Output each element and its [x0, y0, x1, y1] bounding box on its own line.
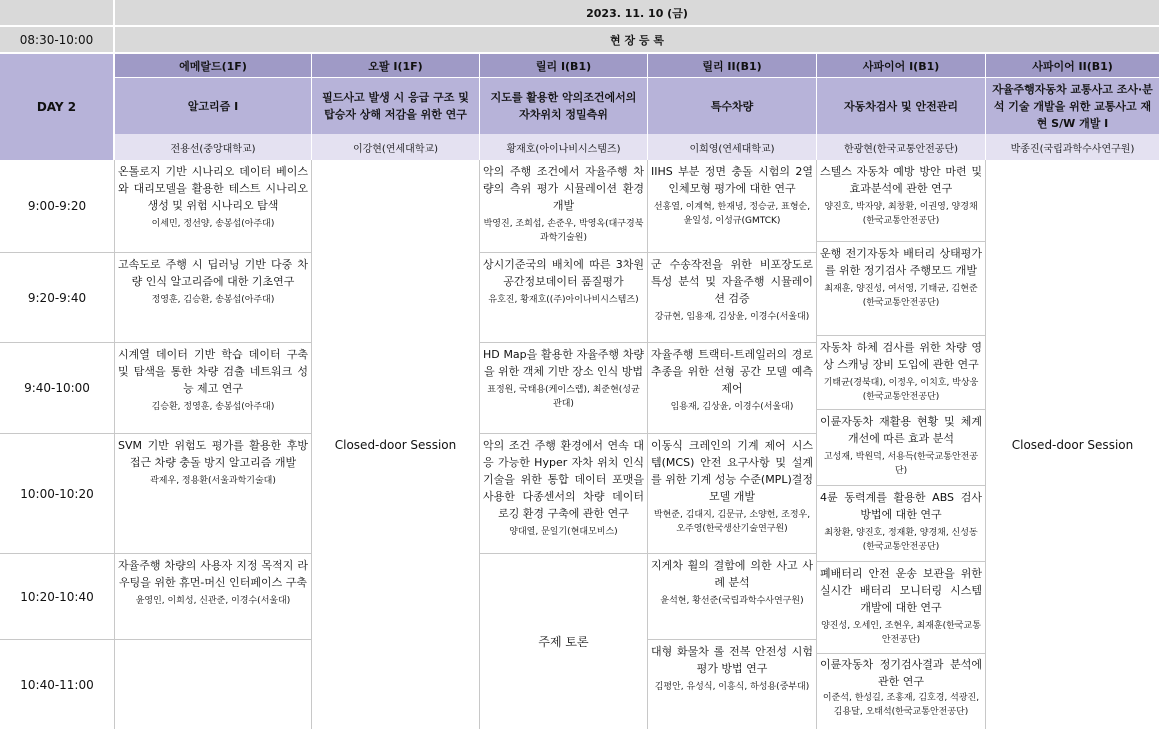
- paper-authors: 최창환, 양진호, 정재환, 양경채, 신성동(한국교통안전공단): [824, 528, 978, 552]
- paper-authors: 기태균(경북대), 이정우, 이치호, 박상웅(한국교통안전공단): [823, 378, 979, 402]
- paper-card: [648, 343, 817, 434]
- paper-title: 고속도로 주행 시 딥러닝 기반 다중 차량 인식 알고리즘에 대한 기초연구: [118, 258, 308, 288]
- session-chair-emerald: 전용선(중앙대학교): [115, 134, 312, 160]
- session-chair-lily-1: 황재호(아이나비시스템즈): [480, 134, 648, 160]
- paper-card: [817, 562, 986, 654]
- paper-authors: 고성재, 박원덕, 서용득(한국교통안전공단): [823, 452, 979, 476]
- room-lily-2: 릴리 II(B1): [648, 54, 817, 78]
- day-label: DAY 2: [0, 54, 115, 160]
- paper-card: [817, 486, 986, 562]
- time-slot: 9:00-9:20: [0, 160, 115, 253]
- paper-authors: 표정원, 국태용(케이스랩), 최준현(성균관대): [487, 385, 640, 409]
- closed-session-sapphire-2: Closed-door Session: [1011, 437, 1134, 452]
- paper-title: 상시기준국의 배치에 따른 3차원 공간정보데이터 품질평가: [483, 258, 644, 288]
- paper-title: 시계열 데이터 기반 학습 데이터 구축 및 탐색을 통한 차량 검출 네트워크 성능 제고 연구: [118, 348, 308, 395]
- empty-cell: [115, 640, 312, 729]
- paper-title: 이륜자동차 정기검사결과 분석에 관한 연구: [820, 658, 982, 688]
- closed-session-opal-1: Closed-door Session: [312, 160, 480, 729]
- session-chair-opal-1: 이강현(연세대학교): [312, 134, 480, 160]
- paper-title: 이륜자동차 재활용 현황 및 체계 개선에 따른 효과 분석: [820, 415, 982, 445]
- paper-title: 스텔스 자동차 예방 방안 마련 및 효과분석에 관한 연구: [820, 165, 982, 195]
- paper-authors: 선홍열, 이계혁, 한재녕, 정승균, 표형순, 윤일성, 이성규(GMTCK): [653, 202, 811, 226]
- paper-title: 자율주행 트랙터-트레일러의 경로 추종을 위한 선형 공간 모델 예측 제어: [651, 348, 813, 395]
- paper-card: [817, 654, 986, 729]
- paper-authors: 박영진, 조희섭, 손준우, 박영옥(대구경북과학기술원): [483, 219, 644, 243]
- paper-card: [648, 160, 817, 253]
- date-corner: [0, 0, 115, 27]
- date-header: 2023. 11. 10 (금): [115, 0, 1159, 27]
- paper-card: [817, 160, 986, 242]
- room-emerald: 에메랄드(1F): [115, 54, 312, 78]
- paper-title: 4륜 동력계를 활용한 ABS 검사 방법에 대한 연구: [820, 491, 982, 521]
- paper-card: [480, 343, 648, 434]
- paper-authors: 강규현, 임용재, 김상윤, 이경수(서울대): [654, 312, 810, 322]
- paper-title: 악의 주행 조건에서 자율주행 차량의 측위 평가 시뮬레이션 환경 개발: [483, 165, 644, 212]
- time-slot: 10:40-11:00: [0, 640, 115, 729]
- session-title-sapphire-1: 자동차검사 및 안전관리: [817, 78, 986, 134]
- paper-card: [115, 554, 312, 640]
- registration-time: 08:30-10:00: [0, 27, 115, 54]
- paper-card: [115, 434, 312, 554]
- paper-title: 군 수송작전을 위한 비포장도로 특성 분석 및 자율주행 시뮬레이션 검증: [651, 258, 813, 305]
- paper-card: [115, 343, 312, 434]
- session-title-emerald: 알고리즘 I: [115, 78, 312, 134]
- paper-authors: 양대열, 문일기(현대모비스): [509, 527, 618, 537]
- paper-card: [480, 160, 648, 253]
- paper-authors: 윤영인, 이희성, 신관준, 이경수(서울대): [135, 596, 291, 606]
- paper-card: [115, 160, 312, 253]
- paper-authors: 유호진, 황재호((주)아이나비시스템즈): [488, 295, 639, 305]
- time-slot: 9:40-10:00: [0, 343, 115, 434]
- room-lily-1: 릴리 I(B1): [480, 54, 648, 78]
- session-chair-sapphire-1: 한광현(한국교통안전공단): [817, 134, 986, 160]
- paper-title: HD Map을 활용한 자율주행 차량을 위한 객체 기반 장소 인식 방법: [483, 348, 644, 378]
- paper-card: [648, 434, 817, 554]
- paper-title: 운행 전기자동차 배터리 상태평가를 위한 정기검사 주행모드 개발: [820, 247, 982, 277]
- paper-title: 자율주행 차량의 사용자 지정 목적지 라우팅을 위한 휴먼-머신 인터페이스 구축: [118, 559, 308, 589]
- paper-authors: 최재훈, 양진성, 여서영, 기태균, 김현준(한국교통안전공단): [824, 284, 978, 308]
- paper-authors: 이준석, 한성길, 조홍재, 김호경, 석광진, 김용달, 오태석(한국교통안전공단): [822, 693, 980, 717]
- paper-card: [480, 253, 648, 343]
- paper-authors: 정영훈, 김승환, 송봉섭(아주대): [151, 295, 275, 305]
- time-slot: 9:20-9:40: [0, 253, 115, 343]
- paper-card: [817, 242, 986, 336]
- session-chair-sapphire-2: 박종진(국립과학수사연구원): [986, 134, 1159, 160]
- paper-authors: 임용재, 김상윤, 이경수(서울대): [670, 402, 794, 412]
- paper-authors: 양진성, 오세인, 조현우, 최재훈(한국교통안전공단): [821, 621, 981, 645]
- paper-authors: 김승환, 정영훈, 송봉섭(아주대): [151, 402, 275, 412]
- paper-card: [648, 640, 817, 729]
- paper-card: [115, 253, 312, 343]
- time-slot: 10:20-10:40: [0, 554, 115, 640]
- paper-title: 악의 조건 주행 환경에서 연속 대응 가능한 Hyper 자차 위치 인식 기술을 위한 통합 데이터 포맷을 사용한 다종센서의 차량 데이터 로깅 환경 구축에 관한 연구: [483, 439, 644, 520]
- paper-authors: 박현준, 김대지, 김문규, 소양헌, 조정우, 오주영(한국생산기술연구원): [653, 510, 811, 534]
- paper-title: IIHS 부분 정면 충돌 시험의 2열 인체모형 평가에 대한 연구: [651, 165, 813, 195]
- paper-authors: 윤석현, 황선준(국립과학수사연구원): [660, 596, 804, 606]
- paper-authors: 이세민, 정선양, 송봉섭(아주대): [151, 219, 275, 229]
- paper-title: SVM 기반 위험도 평가를 활용한 후방 접근 차량 충돌 방지 알고리즘 개발: [118, 439, 308, 469]
- registration-label: 현 장 등 록: [115, 27, 1159, 54]
- paper-card: [648, 253, 817, 343]
- paper-authors: 양진호, 박자양, 최창환, 이권영, 양경채(한국교통안전공단): [824, 202, 978, 226]
- room-opal-1: 오팔 I(1F): [312, 54, 480, 78]
- topic-discussion: 주제 토론: [480, 554, 648, 729]
- paper-title: 폐배터리 안전 운송 보관을 위한 실시간 배터리 모니터링 시스템 개발에 대한 연구: [820, 567, 982, 614]
- paper-title: 이동식 크레인의 기계 제어 시스템(MCS) 안전 요구사항 및 설계를 위한 기계 성능 수준(MPL)결정 모델 개발: [651, 439, 813, 503]
- paper-card: [817, 410, 986, 486]
- session-title-opal-1: 필드사고 발생 시 응급 구조 및 탑승자 상해 저감을 위한 연구: [312, 78, 480, 134]
- paper-title: 자동차 하체 검사를 위한 차량 영상 스캐닝 장비 도입에 관한 연구: [820, 341, 982, 371]
- paper-card: [480, 434, 648, 554]
- paper-title: 온톨로지 기반 시나리오 데이터 베이스와 대리모델을 활용한 테스트 시나리오 생성 및 위험 시나리오 탐색: [118, 165, 308, 212]
- paper-card: [648, 554, 817, 640]
- paper-authors: 김평안, 유성식, 이흥식, 하성용(중부대): [654, 682, 810, 692]
- paper-authors: 곽제우, 정용환(서울과학기술대): [150, 476, 276, 486]
- session-title-lily-2: 특수차량: [648, 78, 817, 134]
- session-title-lily-1: 지도를 활용한 악의조건에서의 자차위치 정밀측위: [480, 78, 648, 134]
- room-sapphire-2: 사파이어 II(B1): [986, 54, 1159, 78]
- session-chair-lily-2: 이희영(연세대학교): [648, 134, 817, 160]
- session-title-sapphire-2: 자율주행자동차 교통사고 조사·분석 기술 개발을 위한 교통사고 재현 S/W 개발 I: [986, 78, 1159, 134]
- room-sapphire-1: 사파이어 I(B1): [817, 54, 986, 78]
- paper-title: 지게차 휠의 결함에 의한 사고 사례 분석: [651, 559, 813, 589]
- time-slot: 10:00-10:20: [0, 434, 115, 554]
- paper-card: [817, 336, 986, 410]
- paper-title: 대형 화물차 롤 전복 안전성 시험 평가 방법 연구: [651, 645, 813, 675]
